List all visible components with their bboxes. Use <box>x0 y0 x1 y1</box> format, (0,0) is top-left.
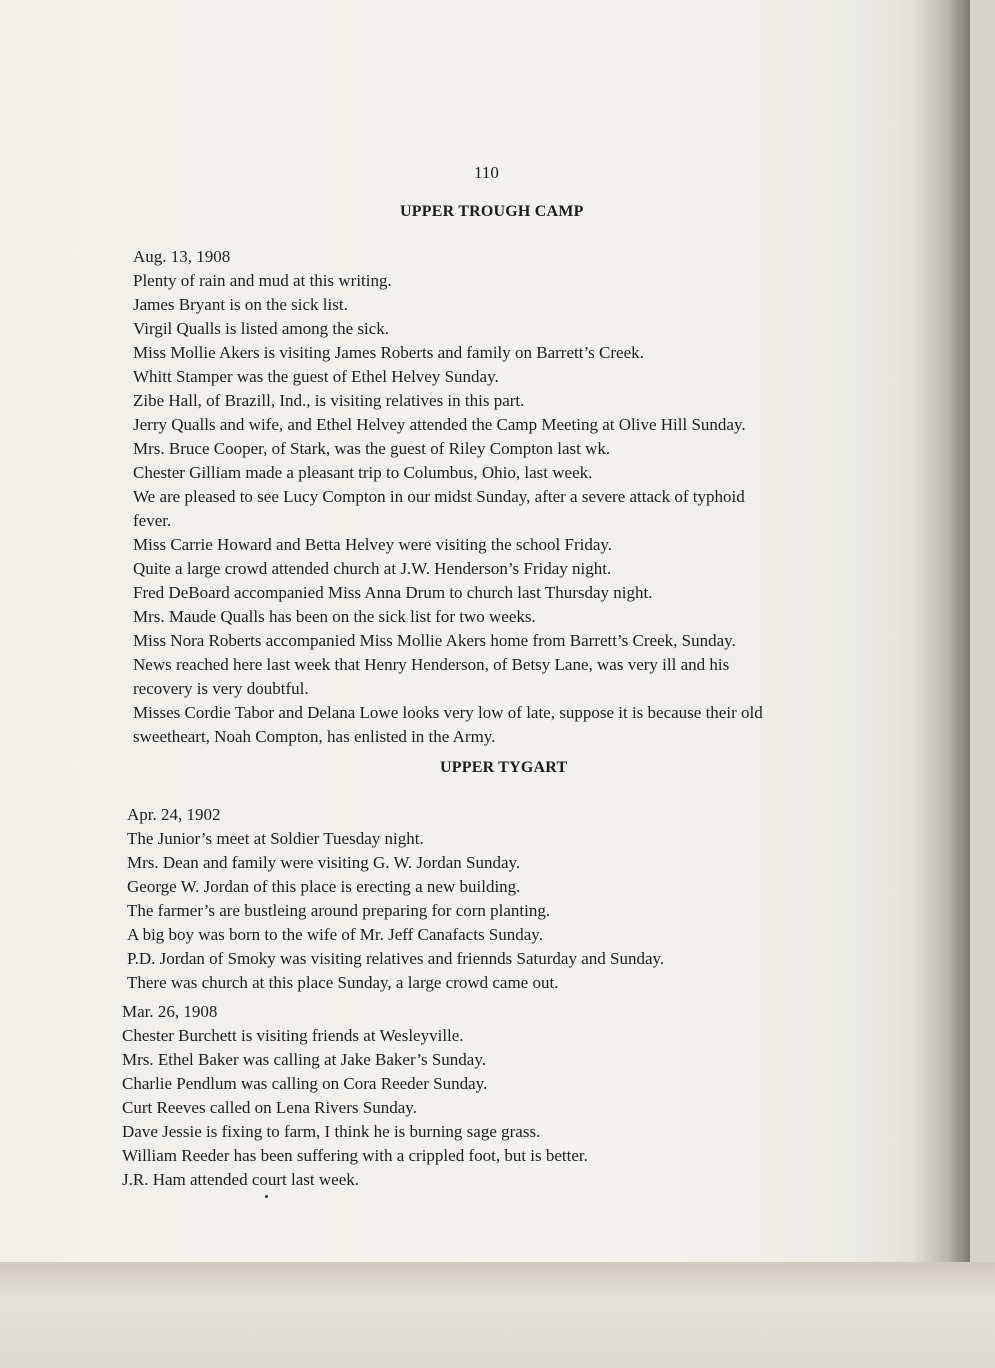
entry-line: News reached here last week that Henry Henderson, of Betsy Lane, was very ill and his <box>133 655 730 674</box>
entry-line: George W. Jordan of this place is erecting a new building. <box>127 877 521 896</box>
section-entries-upper-tygart-1902 <box>127 803 879 995</box>
entry-date: Mar. 26, 1908 <box>122 1002 218 1021</box>
entry-line: A big boy was born to the wife of Mr. Jeff Canafacts Sunday. <box>127 925 543 944</box>
entry-line: Miss Nora Roberts accompanied Miss Mollie Akers home from Barrett’s Creek, Sunday. <box>133 631 736 650</box>
entry-line: sweetheart, Noah Compton, has enlisted in the Army. <box>133 727 496 746</box>
entry-line: The Junior’s meet at Soldier Tuesday night. <box>127 829 424 848</box>
entry-line: P.D. Jordan of Smoky was visiting relatives and friennds Saturday and Sunday. <box>127 949 665 968</box>
entry-line: J.R. Ham attended court last week. <box>122 1170 359 1189</box>
entry-line: Mrs. Ethel Baker was calling at Jake Baker’s Sunday. <box>122 1050 486 1069</box>
entry-line: fever. <box>133 511 172 530</box>
entry-line: Virgil Qualls is listed among the sick. <box>133 319 390 338</box>
entry-line: Miss Mollie Akers is visiting James Roberts and family on Barrett’s Creek. <box>133 343 644 362</box>
entry-line: Chester Burchett is visiting friends at Wesleyville. <box>122 1026 464 1045</box>
entry-line: We are pleased to see Lucy Compton in our midst Sunday, after a severe attack of typhoid <box>133 487 745 506</box>
entry-line: Zibe Hall, of Brazill, Ind., is visiting relatives in this part. <box>133 391 525 410</box>
entry-line: Mrs. Bruce Cooper, of Stark, was the guest of Riley Compton last wk. <box>133 439 611 458</box>
entry-line: Dave Jessie is fixing to farm, I think he is burning sage grass. <box>122 1122 541 1141</box>
entry-line: Chester Gilliam made a pleasant trip to Columbus, Ohio, last week. <box>133 463 593 482</box>
entry-line: Fred DeBoard accompanied Miss Anna Drum to church last Thursday night. <box>133 583 653 602</box>
scanner-bed-edge <box>0 1262 995 1368</box>
entry-line: William Reeder has been suffering with a crippled foot, but is better. <box>122 1146 588 1165</box>
page-spine-shadow <box>912 0 970 1262</box>
entry-line: James Bryant is on the sick list. <box>133 295 348 314</box>
section-entries-upper-tygart-1908 <box>122 1000 874 1192</box>
entry-line: Misses Cordie Tabor and Delana Lowe looks very low of late, suppose it is because their old <box>133 703 763 722</box>
section-entries-upper-trough-camp <box>133 245 885 749</box>
entry-line: Miss Carrie Howard and Betta Helvey were visiting the school Friday. <box>133 535 613 554</box>
section-title-upper-tygart: UPPER TYGART <box>440 759 568 776</box>
entry-line: Charlie Pendlum was calling on Cora Reeder Sunday. <box>122 1074 488 1093</box>
entry-line: recovery is very doubtful. <box>133 679 309 698</box>
entry-date: Aug. 13, 1908 <box>133 247 231 266</box>
entry-line: Mrs. Dean and family were visiting G. W. Jordan Sunday. <box>127 853 521 872</box>
entry-line: There was church at this place Sunday, a large crowd came out. <box>127 973 559 992</box>
entry-line: Whitt Stamper was the guest of Ethel Helvey Sunday. <box>133 367 499 386</box>
entry-date: Apr. 24, 1902 <box>127 805 221 824</box>
entry-line: Jerry Qualls and wife, and Ethel Helvey attended the Camp Meeting at Olive Hill Sunday. <box>133 415 746 434</box>
entry-line: The farmer’s are bustleing around preparing for corn planting. <box>127 901 551 920</box>
entry-line: Curt Reeves called on Lena Rivers Sunday. <box>122 1098 417 1117</box>
entry-line: Mrs. Maude Qualls has been on the sick list for two weeks. <box>133 607 536 626</box>
page-number: 110 <box>474 163 499 182</box>
section-title-upper-trough-camp: UPPER TROUGH CAMP <box>400 203 584 220</box>
entry-line: Plenty of rain and mud at this writing. <box>133 271 392 290</box>
ink-speck <box>265 1195 268 1198</box>
entry-line: Quite a large crowd attended church at J.W. Henderson’s Friday night. <box>133 559 612 578</box>
